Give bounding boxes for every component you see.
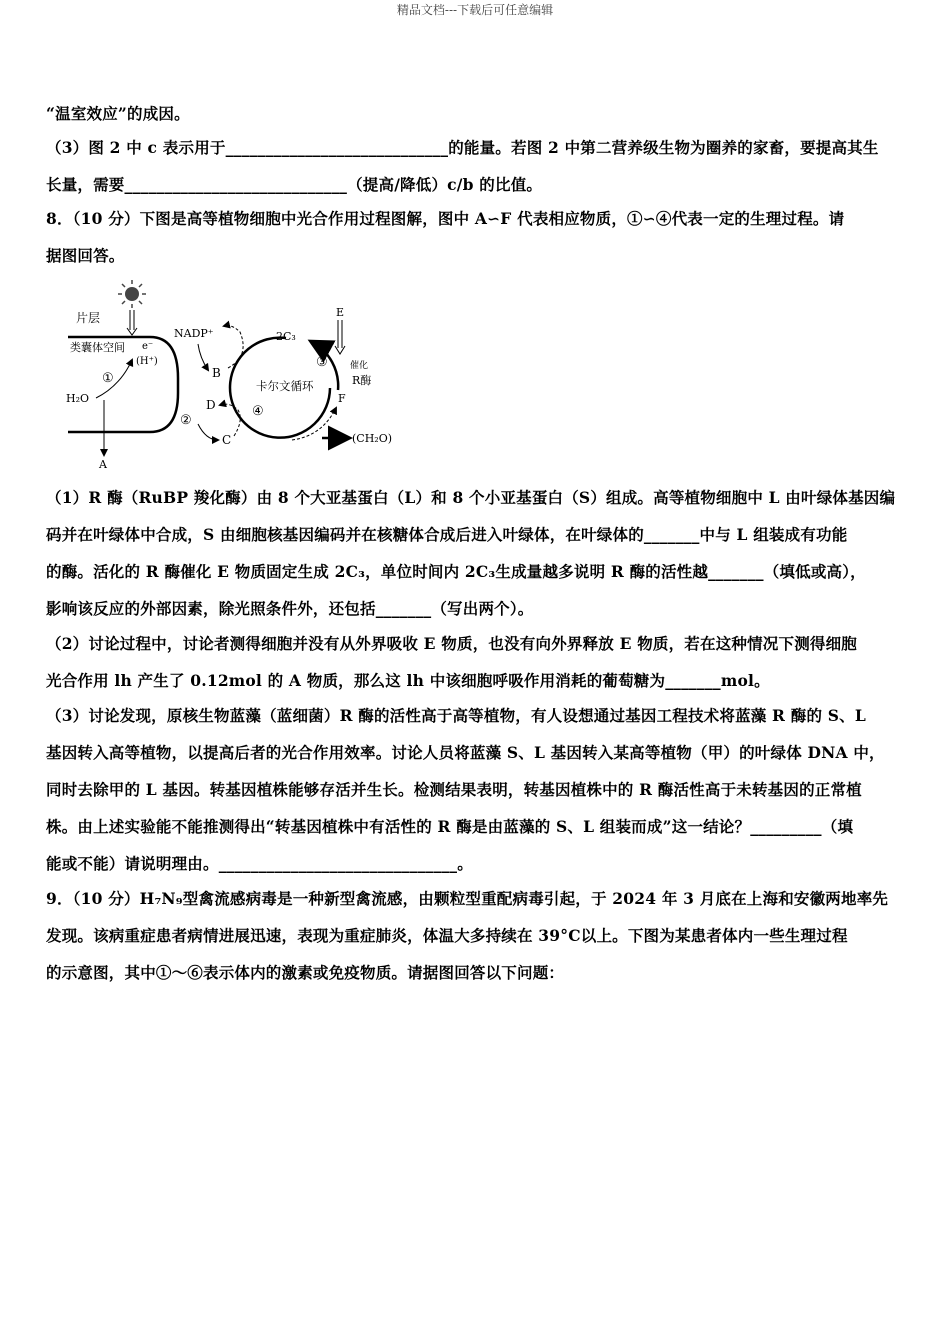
label-pian-ceng: 片层 <box>76 311 101 325</box>
photosynthesis-diagram <box>60 278 400 473</box>
text-line: （3）讨论发现，原核生物蓝藻（蓝细菌）R 酶的活性高于高等植物，有人设想通过基因工程技术将蓝藻 R 酶的 S、L <box>46 706 866 725</box>
label-e: E <box>336 306 345 319</box>
label-d: D <box>206 398 216 412</box>
label-nadp: NADP⁺ <box>174 327 214 340</box>
text-line: 码并在叶绿体中合成，S 由细胞核基因编码并在核糖体合成后进入叶绿体，在叶绿体的_______中与 L 组装成有功能 <box>46 525 848 544</box>
text-line: 的酶。活化的 R 酶催化 E 物质固定生成 2C₃，单位时间内 2C₃生成量越多说明 R 酶的活性越_______（填低或高）， <box>46 562 866 581</box>
text-line: 发现。该病重症患者病情进展迅速，表现为重症肺炎，体温大多持续在 39°C以上。下图为某患者体内一些生理过程 <box>46 926 848 945</box>
text-line: 基因转入高等植物，以提高后者的光合作用效率。讨论人员将蓝藻 S、L 基因转入某高等植物（甲）的叶绿体 DNA 中， <box>46 743 885 762</box>
text-line: 9．（10 分）H₇N₉型禽流感病毒是一种新型禽流感，由颗粒型重配病毒引起，于 2024 年 3 月底在上海和安徽两地率先 <box>46 889 889 908</box>
text-line: 能或不能）请说明理由。______________________________。 <box>46 854 473 873</box>
label-process-3: ③ <box>316 355 328 370</box>
label-a: A <box>99 458 107 471</box>
text-line: 据图回答。 <box>46 246 125 265</box>
label-2c3: 2C₃ <box>276 330 296 343</box>
text-line: 同时去除甲的 L 基因。转基因植株能够存活并生长。检测结果表明，转基因植株中的 R 酶活性高于未转基因的正常植 <box>46 780 862 799</box>
label-h-plus: (H⁺) <box>136 356 158 367</box>
label-thylakoid-space: 类囊体空间 <box>70 341 125 354</box>
text-line: 影响该反应的外部因素，除光照条件外，还包括_______（写出两个）。 <box>46 599 534 618</box>
text-line: （2）讨论过程中，讨论者测得细胞并没有从外界吸收 E 物质，也没有向外界释放 E 物质，若在这种情况下测得细胞 <box>46 634 858 653</box>
label-process-1: ① <box>102 371 114 386</box>
sun-icon <box>118 280 146 335</box>
text-line: 的示意图，其中①～⑥表示体内的激素或免疫物质。请据图回答以下问题： <box>46 963 565 982</box>
label-process-4: ④ <box>252 404 264 419</box>
label-r-enzyme: R酶 <box>352 374 372 387</box>
label-calvin-cycle: 卡尔文循环 <box>256 379 314 393</box>
text-line: （3）图 2 中 c 表示用于____________________________的能量。若图 2 中第二营养级生物为圈养的家畜，要提高其生 <box>46 138 879 157</box>
text-line: 8．（10 分）下图是高等植物细胞中光合作用过程图解，图中 A∽F 代表相应物质，①∽④代表一定的生理过程。请 <box>46 209 845 228</box>
text-line: “温室效应”的成因。 <box>46 104 190 123</box>
label-catalysis: 催化 <box>350 361 369 371</box>
text-line: 光合作用 lh 产生了 0.12mol 的 A 物质，那么这 lh 中该细胞呼吸作用消耗的葡萄糖为_______mol。 <box>46 671 770 690</box>
text-line: 株。由上述实验能不能推测得出“转基因植株中有活性的 R 酶是由蓝藻的 S、L 组装而成”这一结论？_________（填 <box>46 817 854 836</box>
label-f: F <box>338 392 346 405</box>
label-electron: e⁻ <box>142 341 154 352</box>
label-b: B <box>212 366 221 380</box>
text-line: 长量，需要____________________________（提高/降低）c/b 的比值。 <box>46 175 543 194</box>
label-c: C <box>222 433 232 447</box>
label-ch2o: (CH₂O) <box>352 432 393 445</box>
text-line: （1）R 酶（RuBP 羧化酶）由 8 个大亚基蛋白（L）和 8 个小亚基蛋白（S）组成。高等植物细胞中 L 由叶绿体基因编 <box>46 488 896 507</box>
label-process-2: ② <box>180 413 192 428</box>
page-header: 精品文档---下载后可任意编辑 <box>396 3 554 17</box>
label-h2o: H₂O <box>66 392 90 405</box>
